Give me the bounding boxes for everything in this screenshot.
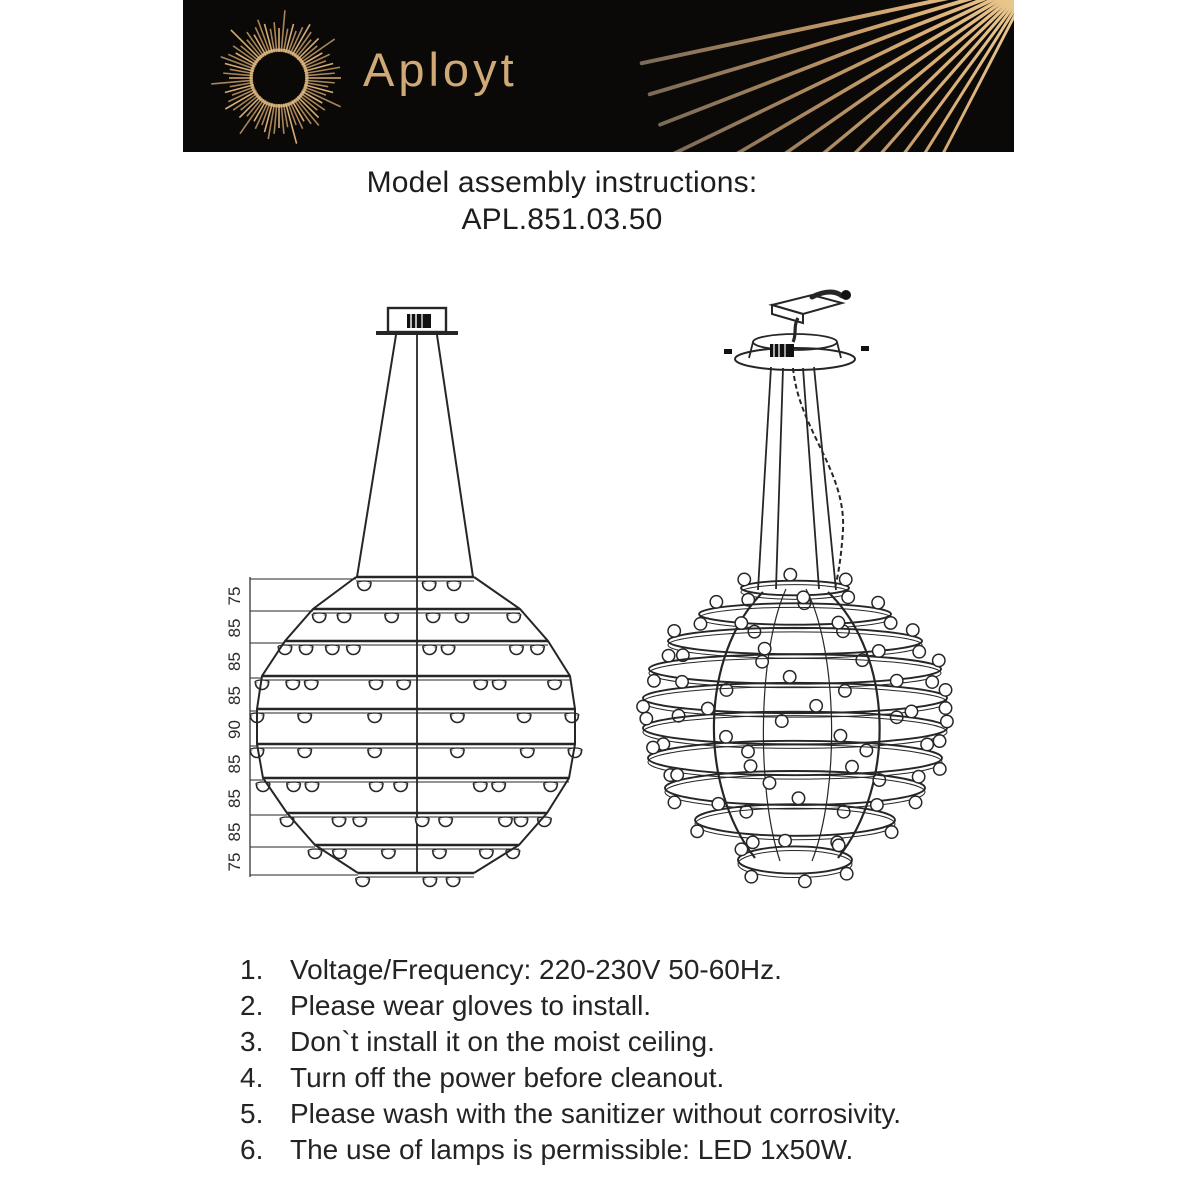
lamp-bulb	[742, 745, 754, 757]
lamp-bulb	[423, 877, 437, 887]
lamp-bulb	[907, 624, 919, 636]
lamp-bulb	[939, 684, 951, 696]
instruction-item	[240, 1024, 1080, 1059]
lamp-bulb	[422, 581, 436, 591]
lamp-bulb	[748, 625, 760, 637]
lamp-bulb	[671, 769, 683, 781]
lamp-bulb	[872, 596, 884, 608]
lamp-bulb	[439, 817, 453, 827]
lamp-bulb	[308, 849, 322, 859]
lamp-bulb	[337, 613, 351, 623]
meridian-right	[828, 592, 880, 858]
lamp-bulb	[871, 799, 883, 811]
lamp-bulb	[846, 761, 858, 773]
lamp-bulb	[763, 777, 775, 789]
lamp-bulb	[305, 782, 319, 792]
canopy-wire	[793, 318, 798, 342]
instruction-text: The use of lamps is permissible: LED 1x50W.	[290, 1134, 854, 1165]
lamp-bulb	[672, 710, 684, 722]
lamp-bulb	[668, 625, 680, 637]
dimension-label: 85	[225, 822, 244, 842]
lamp-bulb	[884, 617, 896, 629]
lamp-bulb	[735, 617, 747, 629]
lamp-bulb	[779, 834, 791, 846]
lamp-bulb	[492, 782, 506, 792]
lamp-bulb	[934, 763, 946, 775]
lamp-bulb	[710, 596, 722, 608]
lamp-bulb	[312, 613, 326, 623]
lamp-bulb	[912, 771, 924, 783]
instruction-number: 1.	[240, 954, 264, 985]
lamp-bulb	[776, 715, 788, 727]
lamp-bulb	[784, 569, 796, 581]
lamp-bulb	[926, 676, 938, 688]
lamp-bulb	[873, 645, 885, 657]
lamp-bulb	[891, 675, 903, 687]
lamp-bulb	[565, 713, 579, 723]
lamp-bulb	[720, 731, 732, 743]
dimension-label: 75	[225, 586, 244, 606]
lamp-bulb	[394, 782, 408, 792]
instruction-item	[240, 952, 1080, 987]
dimension-label: 85	[225, 754, 244, 774]
lamp-bulb	[548, 680, 562, 690]
front-wire-left	[357, 335, 396, 577]
lamp-bulb	[720, 684, 732, 696]
lamp-bulb	[517, 713, 531, 723]
lamp-bulb	[702, 702, 714, 714]
lamp-bulb	[356, 877, 370, 887]
lamp-bulb	[441, 645, 455, 655]
lamp-bulb	[369, 782, 383, 792]
side-view	[637, 290, 953, 888]
lamp-bulb	[891, 711, 903, 723]
brand-wordmark: Aployt	[363, 43, 518, 96]
lamp-bulb	[694, 618, 706, 630]
screw-left	[724, 349, 732, 354]
lamp-bulb	[834, 729, 846, 741]
lamp-bulb	[810, 700, 822, 712]
dimension-label: 85	[225, 652, 244, 671]
lamp-bulb	[745, 871, 757, 883]
lamp-bulb	[648, 675, 660, 687]
lamp-bulb	[447, 581, 461, 591]
instruction-number: 5.	[240, 1098, 264, 1129]
ring-side-lower-edge	[741, 585, 849, 600]
lamp-bulb	[492, 680, 506, 690]
page-title: Model assembly instructions:	[366, 166, 758, 199]
instruction-number: 4.	[240, 1062, 264, 1093]
instruction-number: 2.	[240, 990, 264, 1021]
lamp-bulb	[544, 782, 558, 792]
instruction-number: 6.	[240, 1134, 264, 1165]
lamp-bulb	[840, 573, 852, 585]
lamp-bulb	[381, 849, 395, 859]
power-cable	[812, 292, 842, 297]
ring-side	[741, 581, 849, 596]
instruction-item	[240, 1096, 1080, 1131]
lamp-bulb	[735, 843, 747, 855]
lamp-bulb	[509, 645, 523, 655]
lamp-bulb	[346, 645, 360, 655]
lamp-bulb	[474, 680, 488, 690]
lamp-bulb	[287, 782, 301, 792]
lamp-bulb	[332, 817, 346, 827]
lamp-bulb	[756, 656, 768, 668]
lamp-bulb	[758, 642, 770, 654]
lamp-bulb	[368, 748, 382, 758]
lamp-bulb	[921, 738, 933, 750]
lamp-bulb	[939, 702, 951, 714]
lamp-bulb	[530, 645, 544, 655]
lamp-bulb	[304, 680, 318, 690]
lamp-bulb	[506, 849, 520, 859]
lamp-bulb	[357, 581, 371, 591]
lamp-bulb	[450, 713, 464, 723]
instruction-text: Don`t install it on the moist ceiling.	[290, 1026, 715, 1057]
lamp-bulb	[797, 591, 809, 603]
front-wire-right	[437, 335, 473, 577]
lamp-bulb	[479, 849, 493, 859]
lamp-bulb	[744, 760, 756, 772]
lamp-bulb	[520, 748, 534, 758]
lamp-bulb	[839, 685, 851, 697]
cable-connector	[841, 290, 851, 300]
instruction-item	[240, 1060, 1080, 1095]
lamp-bulb	[913, 646, 925, 658]
lamp-bulb	[799, 875, 811, 887]
lamp-bulb	[455, 613, 469, 623]
model-number: APL.851.03.50	[461, 203, 663, 236]
screw-right	[861, 346, 869, 351]
lamp-bulb	[397, 680, 411, 690]
dimension-label: 85	[225, 618, 244, 638]
front-view	[225, 308, 582, 887]
lamp-bulb	[840, 868, 852, 880]
lamp-bulb	[368, 713, 382, 723]
instruction-item	[240, 988, 1080, 1023]
lamp-bulb	[473, 782, 487, 792]
lamp-bulb	[662, 649, 674, 661]
lamp-bulb	[842, 591, 854, 603]
lamp-bulb	[298, 713, 312, 723]
instruction-text: Please wash with the sanitizer without corrosivity.	[290, 1098, 902, 1129]
side-cable-1	[758, 367, 771, 590]
lamp-bulb	[712, 798, 724, 810]
lamp-bulb	[325, 645, 339, 655]
lamp-bulb	[446, 877, 460, 887]
lamp-bulb	[415, 817, 429, 827]
lamp-bulb	[738, 573, 750, 585]
lamp-bulb	[298, 748, 312, 758]
instruction-list	[240, 952, 1080, 1168]
meridian-inner-right	[806, 589, 832, 861]
lamp-bulb	[353, 817, 367, 827]
ring-side	[643, 712, 947, 745]
lamp-bulb	[647, 741, 659, 753]
lamp-bulb	[885, 826, 897, 838]
lamp-bulb	[498, 817, 512, 827]
instruction-item	[240, 1132, 1080, 1167]
lamp-bulb	[426, 613, 440, 623]
lamp-bulb	[783, 671, 795, 683]
side-cable-2	[776, 368, 783, 589]
lamp-bulb	[832, 839, 844, 851]
lamp-bulb	[299, 645, 313, 655]
instruction-text: Please wear gloves to install.	[290, 990, 652, 1021]
ring-side	[648, 741, 942, 775]
sphere-outline-right	[474, 577, 575, 873]
ring-side	[699, 603, 891, 624]
dimension-label: 90	[225, 720, 244, 739]
lamp-bulb	[369, 680, 383, 690]
lamp-bulb	[640, 712, 652, 724]
lamp-bulb	[676, 676, 688, 688]
instruction-text: Voltage/Frequency: 220-230V 50-60Hz.	[290, 954, 782, 985]
lamp-bulb	[792, 792, 804, 804]
lamp-bulb	[385, 613, 399, 623]
dimension-label: 85	[225, 686, 244, 705]
lamp-bulb	[423, 645, 437, 655]
lamp-bulb	[909, 796, 921, 808]
lamp-bulb	[668, 796, 680, 808]
lamp-bulb	[933, 735, 945, 747]
instruction-number: 3.	[240, 1026, 264, 1057]
instruction-text: Turn off the power before cleanout.	[290, 1062, 725, 1093]
lamp-bulb	[286, 680, 300, 690]
lamp-bulb	[432, 849, 446, 859]
lamp-bulb	[514, 817, 528, 827]
ring-side-lower-edge	[648, 745, 942, 779]
side-canopy-flange	[735, 348, 855, 370]
lamp-bulb	[507, 613, 521, 623]
lamp-bulb	[941, 715, 953, 727]
lamp-bulb	[860, 744, 872, 756]
lamp-bulb	[450, 748, 464, 758]
lamp-bulb	[747, 836, 759, 848]
lamp-bulb	[905, 705, 917, 717]
lamp-bulb	[637, 700, 649, 712]
lamp-bulb	[933, 654, 945, 666]
dimension-label: 75	[225, 852, 244, 872]
lamp-bulb	[832, 616, 844, 628]
lamp-bulb	[691, 825, 703, 837]
dimension-label: 85	[225, 789, 244, 808]
